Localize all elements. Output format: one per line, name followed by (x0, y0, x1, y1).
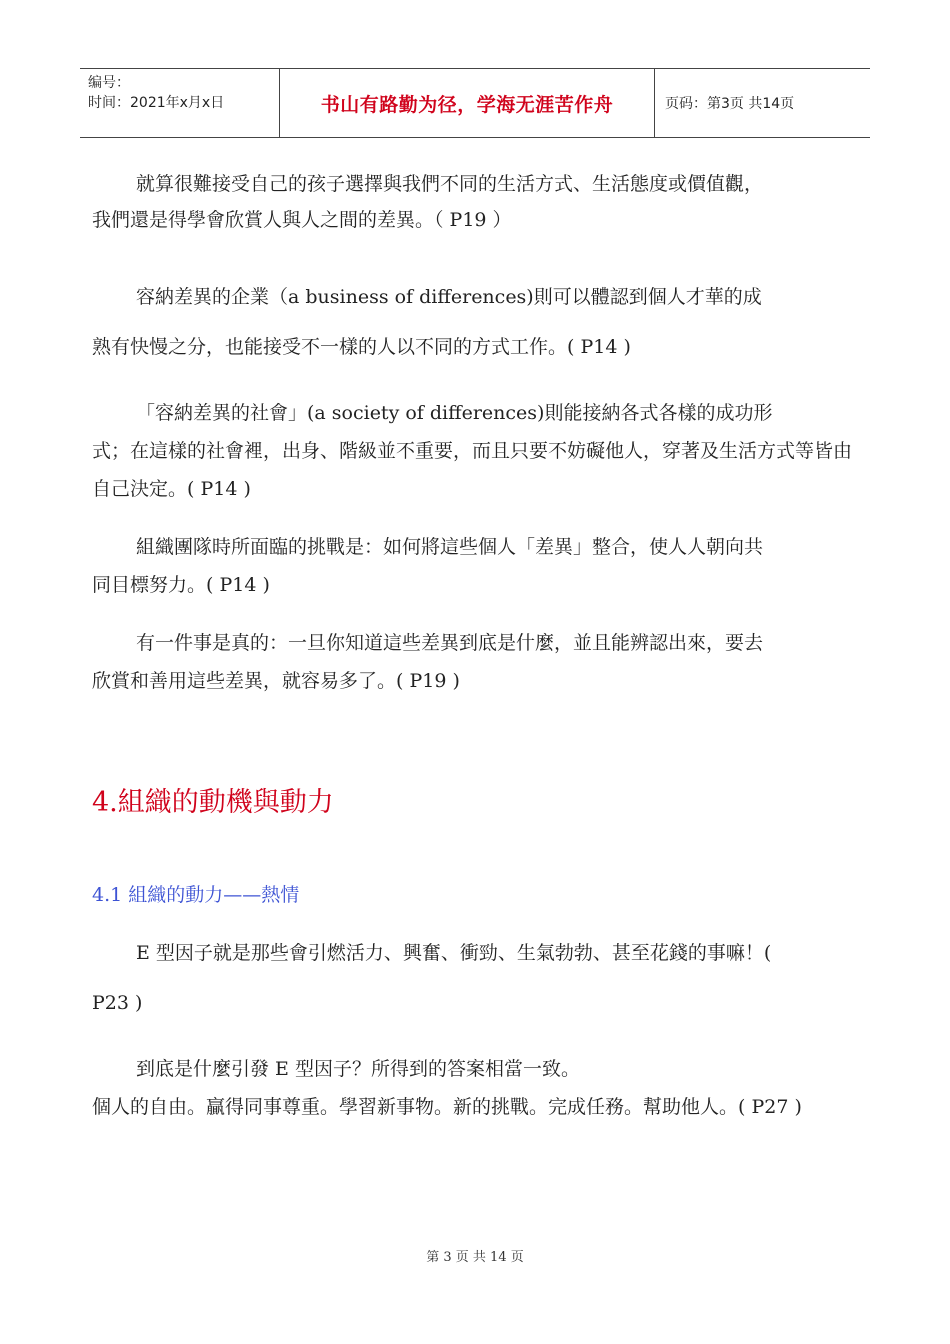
paragraph-1-line1: 就算很難接受自己的孩子選擇與我們不同的生活方式、生活態度或價值觀， (136, 173, 764, 195)
paragraph-5 (92, 624, 862, 700)
paragraph-3 (92, 394, 862, 508)
paragraph-5-rest: 欣賞和善用這些差異，就容易多了。( P19 ) (92, 670, 460, 692)
header-page-number: 页码：第3页 共14页 (665, 96, 795, 112)
paragraph-4 (92, 528, 862, 604)
paragraph-3-rest: 式；在這樣的社會裡，出身、階級並不重要，而且只要不妨礙他人，穿著及生活方式等皆由自己決定。( P14 ) (92, 440, 853, 500)
paragraph-4-line1: 組織團隊時所面臨的挑戰是：如何將這些個人「差異」整合，使人人朝向共 (136, 536, 764, 558)
paragraph-6-rest: P23 ) (92, 992, 143, 1014)
section-heading: 4.組織的動機與動力 (92, 787, 334, 818)
header-number: 编号： (88, 75, 130, 91)
paragraph-7 (92, 1050, 862, 1126)
paragraph-2-rest: 熟有快慢之分，也能接受不一樣的人以不同的方式工作。( P14 ) (92, 336, 631, 358)
header-meta-cell (80, 69, 280, 137)
paragraph-4-rest: 同目標努力。( P14 ) (92, 574, 270, 596)
header-table (80, 68, 870, 138)
paragraph-2-line1: 容納差異的企業（a business of differences)則可以體認到個人才華的成 (136, 286, 762, 308)
paragraph-5-line1: 有一件事是真的：一旦你知道這些差異到底是什麼，並且能辨認出來，要去 (136, 632, 764, 654)
header-time: 时间：2021年x月x日 (88, 95, 225, 111)
subsection-heading: 4.1 組織的動力——熱情 (92, 884, 300, 906)
page-footer: 第 3 页 共 14 页 (426, 1250, 524, 1265)
paragraph-7-line1: 到底是什麼引發 E 型因子？所得到的答案相當一致。 (136, 1058, 580, 1080)
paragraph-3-line1: 「容納差異的社會」(a society of differences)則能接納各式各樣的成功形 (136, 402, 773, 424)
paragraph-6 (92, 928, 862, 1028)
paragraph-2 (92, 272, 862, 372)
paragraph-6-line1: E 型因子就是那些會引燃活力、興奮、衝勁、生氣勃勃、甚至花錢的事嘛！( (136, 942, 772, 964)
header-motto: 书山有路勤为径，学海无涯苦作舟 (280, 69, 655, 137)
paragraph-7-rest: 個人的自由。贏得同事尊重。學習新事物。新的挑戰。完成任務。幫助他人。( P27 ) (92, 1096, 802, 1118)
paragraph-1 (92, 166, 862, 238)
paragraph-1-rest: 我們還是得學會欣賞人與人之間的差異。（ P19 ） (92, 209, 512, 231)
